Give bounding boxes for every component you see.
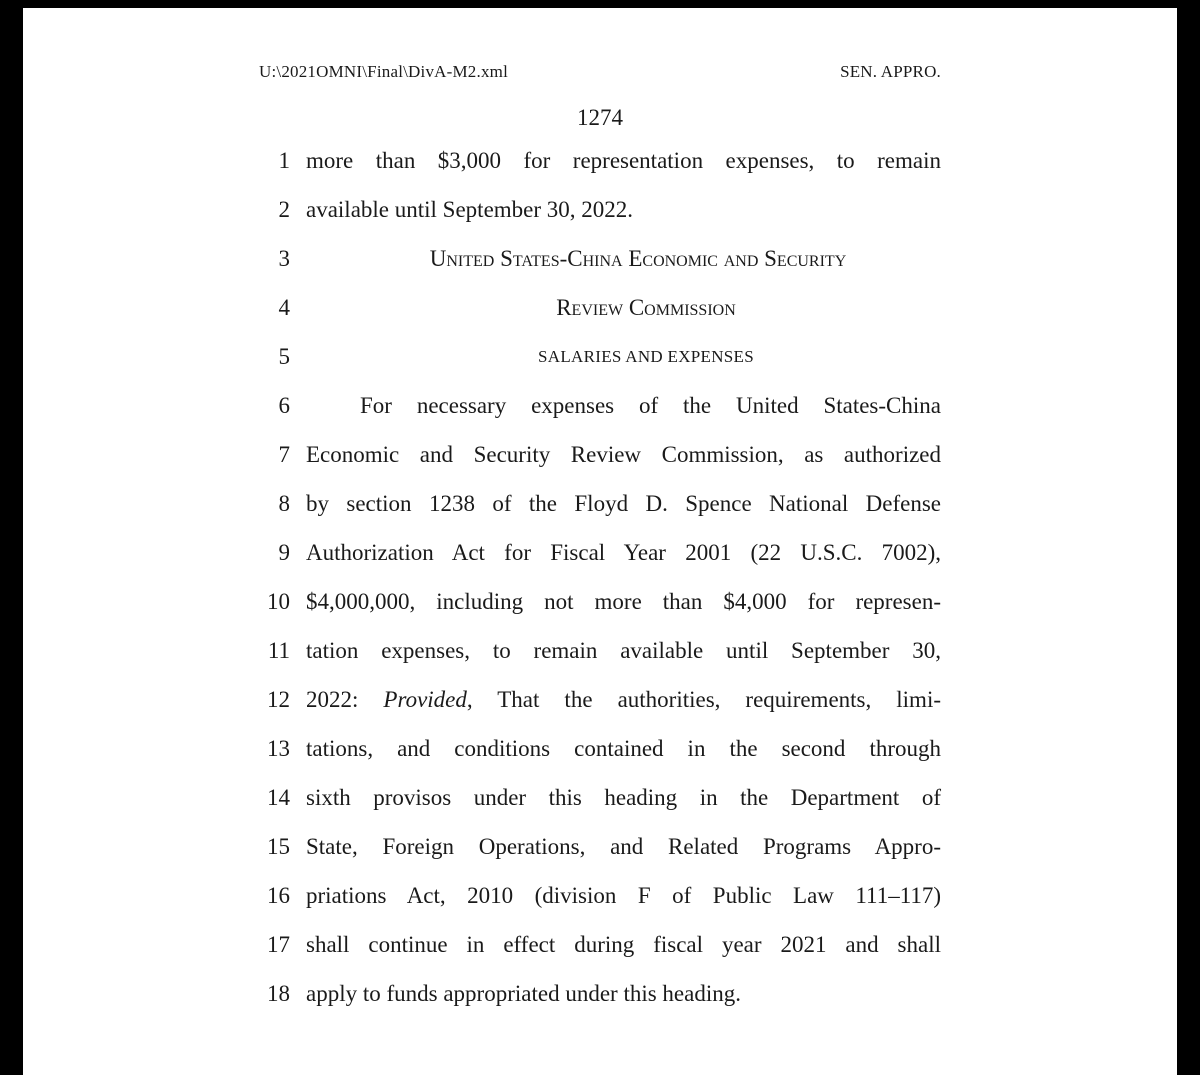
text-line: [23, 435, 1177, 475]
line-number: 1: [278, 148, 290, 173]
line-text: more than $3,000 for representation expenses, to remain: [306, 148, 941, 173]
line-text: [306, 680, 941, 720]
line-number: 7: [278, 442, 290, 467]
line-text: shall continue in effect during fiscal year 2021 and shall: [306, 932, 941, 957]
line-number: 13: [267, 736, 290, 761]
section-heading: United States-China Economic and Security: [429, 246, 847, 271]
text-line: [23, 288, 1177, 328]
page-number: 1274: [577, 105, 623, 130]
line-number: 11: [267, 638, 290, 663]
text-line: [23, 386, 1177, 426]
line-number: 16: [267, 883, 290, 908]
text-line: [23, 141, 1177, 181]
line-number: 12: [267, 687, 290, 712]
text-line: [23, 190, 1177, 230]
text-line: [23, 582, 1177, 622]
line-text: by section 1238 of the Floyd D. Spence National Defense: [306, 491, 941, 516]
document-page: [23, 8, 1177, 1075]
line-text: Authorization Act for Fiscal Year 2001 (22 U.S.C. 7002),: [306, 540, 941, 565]
line-number: 8: [278, 491, 290, 516]
line-number: 4: [278, 295, 290, 320]
text-line: [23, 631, 1177, 671]
text-line: [23, 239, 1177, 279]
line-text: sixth provisos under this heading in the Department of: [306, 785, 941, 810]
text-line: [23, 925, 1177, 965]
text-line: [23, 484, 1177, 524]
line-number: 15: [267, 834, 290, 859]
line-text-end: , That the authorities, requirements, limi-: [466, 687, 941, 712]
text-line: [23, 729, 1177, 769]
line-text: priations Act, 2010 (division F of Public Law 111–117): [306, 883, 941, 908]
line-text-start: 2022:: [306, 687, 359, 712]
committee-label: SEN. APPRO.: [840, 62, 941, 81]
line-text: available until September 30, 2022.: [306, 197, 634, 222]
text-line: [23, 778, 1177, 818]
text-line: [23, 827, 1177, 867]
line-number: 9: [278, 540, 290, 565]
line-number: 5: [278, 344, 290, 369]
line-number: 6: [278, 393, 290, 418]
line-text: apply to funds appropriated under this heading.: [306, 981, 741, 1006]
text-line: [23, 533, 1177, 573]
line-text: $4,000,000, including not more than $4,000 for represen-: [306, 589, 941, 614]
provided-italic: Provided: [383, 687, 467, 712]
line-text: State, Foreign Operations, and Related Programs Appro-: [306, 834, 941, 859]
text-line: [23, 876, 1177, 916]
line-number: 14: [267, 785, 290, 810]
line-text: Economic and Security Review Commission, as authorized: [306, 442, 941, 467]
line-text: tation expenses, to remain available until September 30,: [306, 638, 941, 663]
text-line: [23, 337, 1177, 377]
line-number: 2: [278, 197, 290, 222]
file-path: U:\2021OMNI\Final\DivA-M2.xml: [259, 62, 508, 81]
text-line: [23, 974, 1177, 1014]
text-line: [23, 680, 1177, 720]
line-text: tations, and conditions contained in the second through: [306, 736, 941, 761]
section-heading: Review Commission: [556, 295, 736, 320]
line-number: 10: [267, 589, 290, 614]
line-text: For necessary expenses of the United States-China: [360, 393, 941, 418]
line-number: 17: [267, 932, 290, 957]
subsection-heading: SALARIES AND EXPENSES: [538, 347, 754, 366]
line-number: 3: [278, 246, 290, 271]
line-number: 18: [267, 981, 290, 1006]
